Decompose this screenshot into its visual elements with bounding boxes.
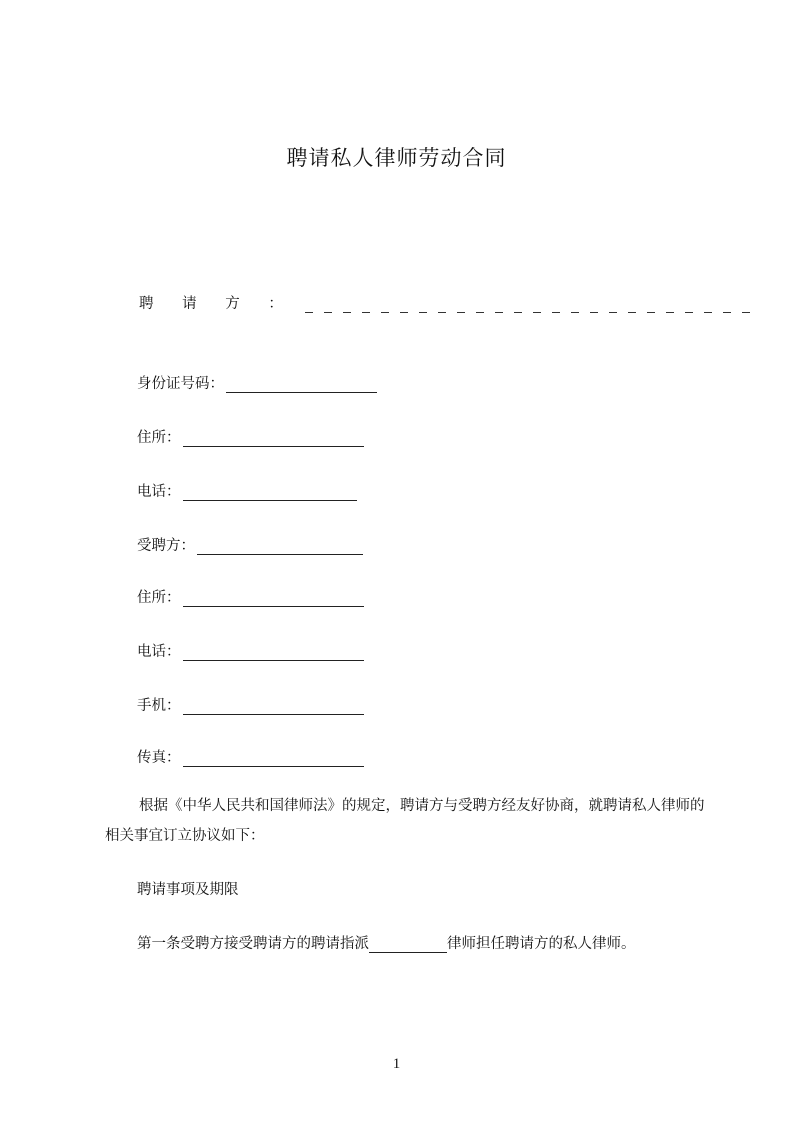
employee-label: 受聘方： bbox=[137, 538, 195, 554]
employee-phone-label: 电话： bbox=[137, 644, 181, 660]
fax-blank[interactable] bbox=[183, 750, 364, 767]
employee-blank[interactable] bbox=[197, 538, 363, 555]
fax-line bbox=[137, 746, 364, 767]
employer-phone-line bbox=[137, 480, 357, 501]
employer-address-blank[interactable] bbox=[183, 430, 364, 447]
page-number: 1 bbox=[392, 1056, 401, 1072]
employer-label: 聘 请 方 ： bbox=[139, 296, 295, 312]
id-number-blank[interactable] bbox=[226, 376, 377, 393]
employee-address-line bbox=[137, 586, 364, 607]
intro-paragraph: 根据《中华人民共和国律师法》的规定，聘请方与受聘方经友好协商，就聘请私人律师的相关事宜订立协议如下： bbox=[105, 798, 705, 844]
employee-phone-line bbox=[137, 640, 364, 661]
employer-line bbox=[139, 292, 757, 313]
mobile-line bbox=[137, 694, 364, 715]
employer-address-label: 住所： bbox=[137, 430, 181, 446]
employee-phone-blank[interactable] bbox=[183, 644, 364, 661]
lawyer-name-blank[interactable] bbox=[369, 936, 447, 953]
employer-address-line bbox=[137, 426, 364, 447]
mobile-blank[interactable] bbox=[183, 698, 364, 715]
mobile-label: 手机： bbox=[137, 698, 181, 714]
employee-address-label: 住所： bbox=[137, 590, 181, 606]
employee-line bbox=[137, 534, 363, 555]
employee-address-blank[interactable] bbox=[183, 590, 364, 607]
section-heading: 聘请事项及期限 bbox=[137, 882, 239, 898]
employer-blank[interactable] bbox=[305, 299, 757, 313]
article-1 bbox=[137, 932, 636, 953]
document-title: 聘请私人律师劳动合同 bbox=[286, 146, 507, 170]
employer-phone-label: 电话： bbox=[137, 484, 181, 500]
id-number-line bbox=[137, 372, 377, 393]
fax-label: 传真： bbox=[137, 750, 181, 766]
employer-phone-blank[interactable] bbox=[183, 484, 357, 501]
article-1-text-end: 律师担任聘请方的私人律师。 bbox=[447, 936, 636, 952]
id-number-label: 身份证号码： bbox=[137, 376, 224, 392]
article-1-text-start: 第一条受聘方接受聘请方的聘请指派 bbox=[137, 936, 369, 952]
